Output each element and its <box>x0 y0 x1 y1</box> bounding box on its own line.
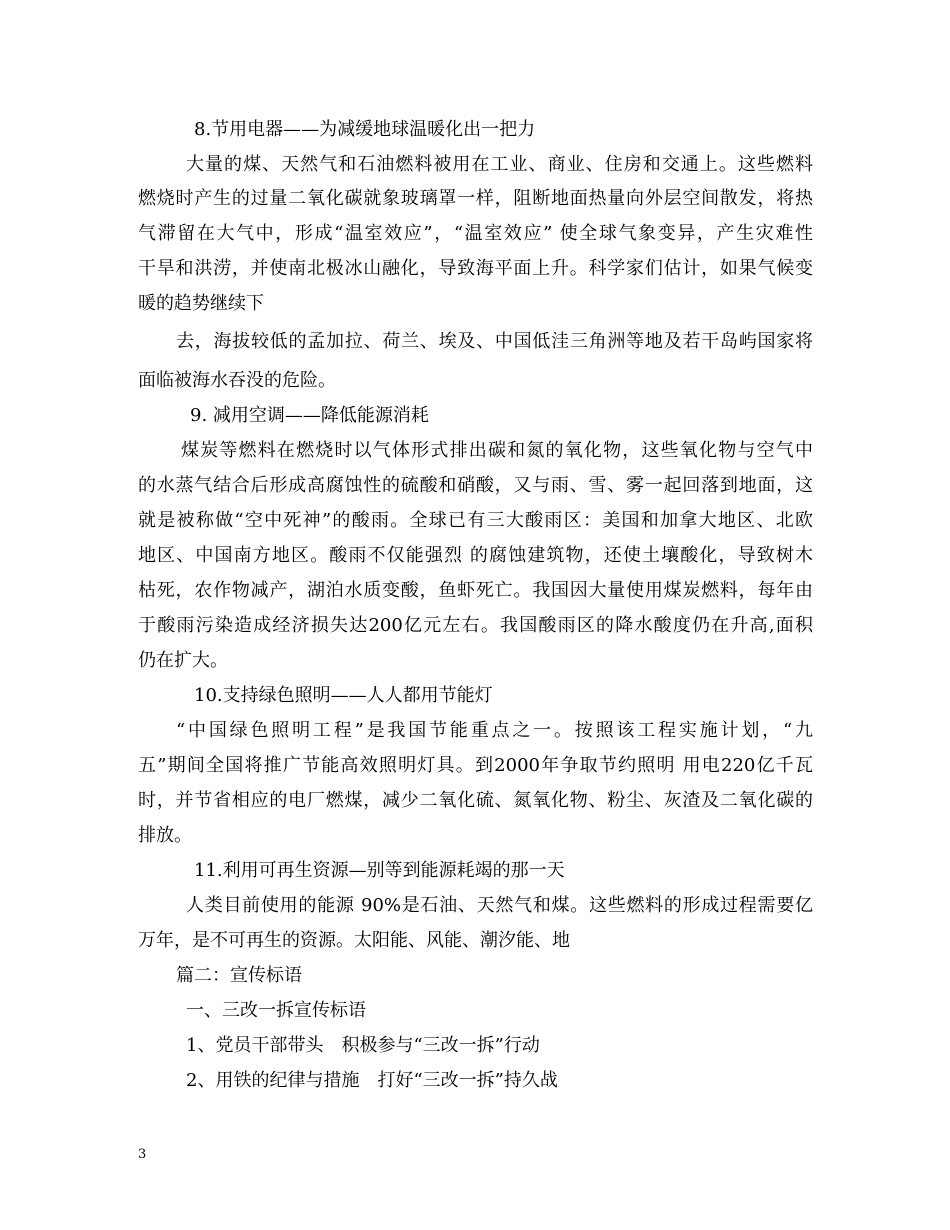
paragraph-line: 面临被海水吞没的危险。 <box>138 370 336 391</box>
paragraph-line: 气滞留在大气中，形成“温室效应”，“温室效应” 使全球气象变异，产生灾难性 <box>138 223 813 244</box>
paragraph-line: 枯死，农作物减产，湖泊水质变酸，鱼虾死亡。我国因大量使用煤炭燃料，每年由 <box>138 580 813 601</box>
paragraph-line: 仍在扩大。 <box>138 650 228 671</box>
paragraph-line: 煤炭等燃料在燃烧时以气体形式排出碳和氮的氧化物，这些氧化物与空气中 <box>181 440 813 461</box>
heading-item-9: 9. 减用空调——降低能源消耗 <box>190 405 429 426</box>
paragraph-line: 就是被称做“空中死神”的酸雨。全球已有三大酸雨区：美国和加拿大地区、北欧 <box>138 510 813 531</box>
paragraph-line: 人类目前使用的能源 90%是石油、天然气和煤。这些燃料的形成过程需要亿 <box>186 895 813 916</box>
subsection-heading: 一、三改一拆宣传标语 <box>186 1000 366 1021</box>
paragraph-line: 五”期间全国将推广节能高效照明灯具。到2000年争取节约照明 用电220亿千瓦 <box>138 755 813 776</box>
heading-item-11: 11.利用可再生资源—别等到能源耗竭的那一天 <box>194 860 565 881</box>
slogan-item: 2、用铁的纪律与措施 打好“三改一拆”持久战 <box>186 1070 558 1091</box>
paragraph-line: “中国绿色照明工程”是我国节能重点之一。按照该工程实施计划，“九 <box>176 720 813 741</box>
paragraph-line: 于酸雨污染造成经济损失达200亿元左右。我国酸雨区的降水酸度仍在升高,面积 <box>138 615 813 636</box>
paragraph-line: 的水蒸气结合后形成高腐蚀性的硫酸和硝酸，又与雨、雪、雾一起回落到地面，这 <box>138 475 813 496</box>
paragraph-line: 万年，是不可再生的资源。太阳能、风能、潮汐能、地 <box>138 930 570 951</box>
paragraph-line: 排放。 <box>138 825 192 846</box>
paragraph-line: 暖的趋势继续下 <box>138 293 264 314</box>
paragraph-line: 干旱和洪涝，并使南北极冰山融化，导致海平面上升。科学家们估计，如果气候变 <box>138 258 813 279</box>
paragraph-line: 去，海拔较低的孟加拉、荷兰、埃及、中国低洼三角洲等地及若干岛屿国家将 <box>176 331 813 352</box>
heading-item-10: 10.支持绿色照明——人人都用节能灯 <box>194 685 493 706</box>
heading-item-8: 8.节用电器——为减缓地球温暖化出一把力 <box>194 119 536 140</box>
paragraph-line: 时，并节省相应的电厂燃煤，减少二氧化硫、氮氧化物、粉尘、灰渣及二氧化碳的 <box>138 790 813 811</box>
paragraph-line: 地区、中国南方地区。酸雨不仅能强烈 的腐蚀建筑物，还使土壤酸化，导致树木 <box>138 545 813 566</box>
paragraph-line: 燃烧时产生的过量二氧化碳就象玻璃罩一样，阻断地面热量向外层空间散发，将热 <box>138 188 813 209</box>
section-heading: 篇二：宣传标语 <box>176 965 302 986</box>
slogan-item: 1、党员干部带头 积极参与“三改一拆”行动 <box>186 1035 540 1056</box>
paragraph-line: 大量的煤、天然气和石油燃料被用在工业、商业、住房和交通上。这些燃料 <box>186 154 813 175</box>
page-number: 3 <box>138 1147 147 1162</box>
